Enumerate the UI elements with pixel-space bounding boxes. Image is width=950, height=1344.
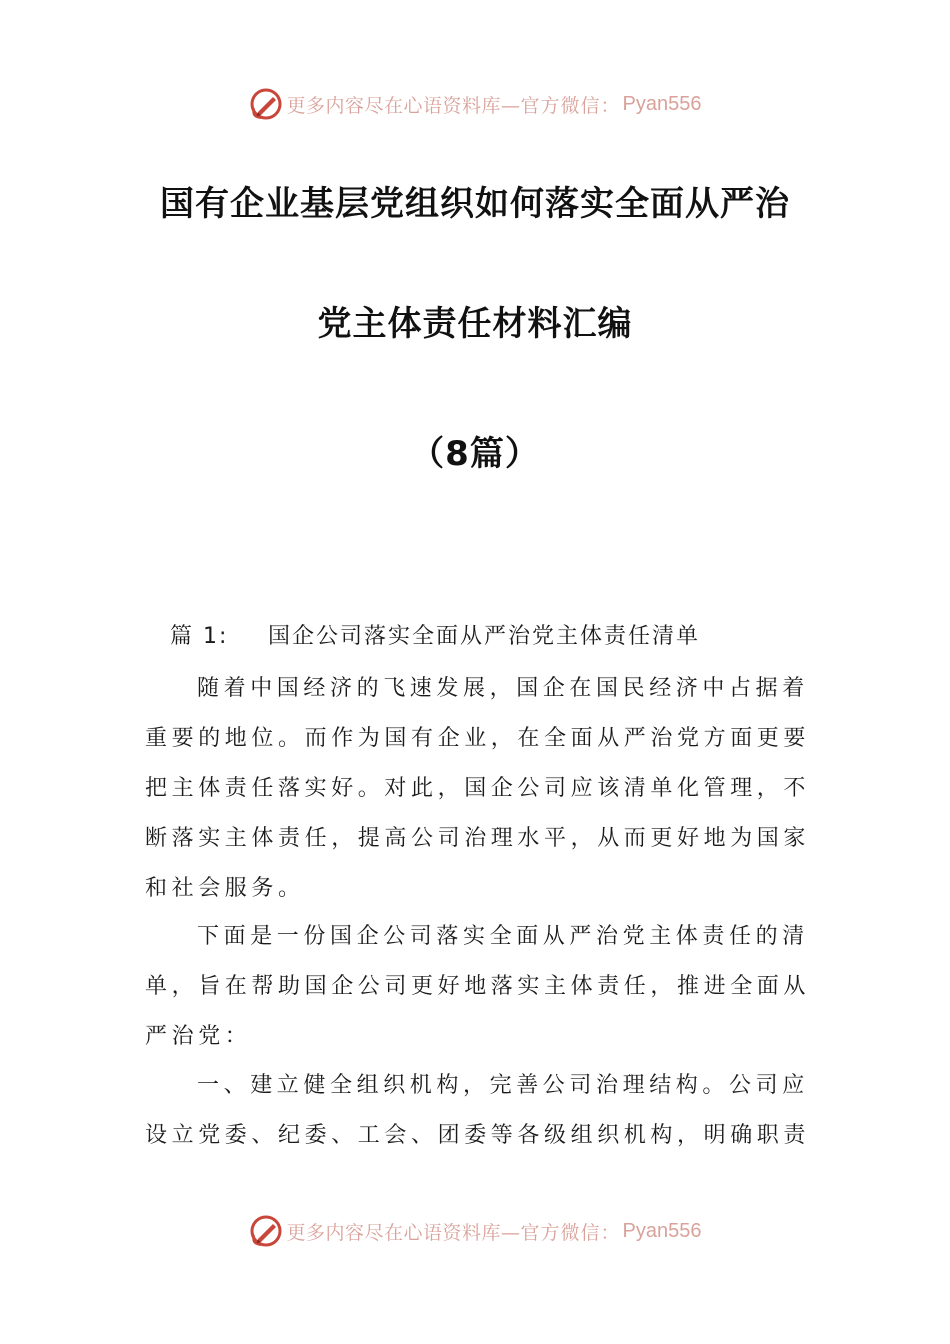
watermark-footer: [0, 1211, 950, 1251]
paragraph-line: 下面是一份国企公司落实全面从严治党主体责任的清: [197, 924, 809, 949]
watermark-wechat-label: 官方微信：: [520, 1221, 621, 1244]
watermark-wechat-id: Pyan556: [622, 92, 702, 115]
paragraph-line: 随着中国经济的飞速发展，国企在国民经济中占据着: [197, 676, 809, 701]
paragraph-line: 一、建立健全组织机构，完善公司治理结构。公司应: [197, 1073, 809, 1098]
watermark-header: [0, 84, 950, 124]
article-label: 篇 1:: [170, 624, 229, 649]
paragraph-line: 严治党：: [145, 1024, 252, 1049]
paragraph-line: 把主体责任落实好。对此，国企公司应该清单化管理，不: [145, 776, 811, 801]
paragraph-line: 重要的地位。而作为国有企业，在全面从严治党方面更要: [145, 726, 811, 751]
pen-logo-icon: [249, 1214, 283, 1248]
watermark-text: 更多内容尽在心语资料库—: [286, 94, 521, 117]
article-heading-text: 国企公司落实全面从严治党主体责任清单: [268, 624, 701, 649]
paragraph-line: 设立党委、纪委、工会、团委等各级组织机构，明确职责: [145, 1123, 811, 1148]
paragraph-3: [145, 1061, 811, 1161]
paragraph-line: 和社会服务。: [145, 876, 305, 901]
watermark-wechat-label: 官方微信：: [520, 94, 621, 117]
pen-logo-icon: [249, 87, 283, 121]
document-title-line-2: 党主体责任材料汇编: [317, 304, 633, 344]
document-title-count: （8篇）: [410, 434, 540, 474]
paragraph-line: 断落实主体责任，提高公司治理水平，从而更好地为国家: [145, 826, 811, 851]
paragraph-1: [145, 664, 811, 914]
article-heading: [170, 612, 700, 662]
paragraph-line: 单，旨在帮助国企公司更好地落实主体责任，推进全面从: [145, 974, 811, 999]
document-title-line-1: 国有企业基层党组织如何落实全面从严治: [160, 184, 790, 224]
paragraph-2: [145, 912, 811, 1062]
watermark-text: 更多内容尽在心语资料库—: [286, 1221, 521, 1244]
watermark-wechat-id: Pyan556: [622, 1219, 702, 1242]
